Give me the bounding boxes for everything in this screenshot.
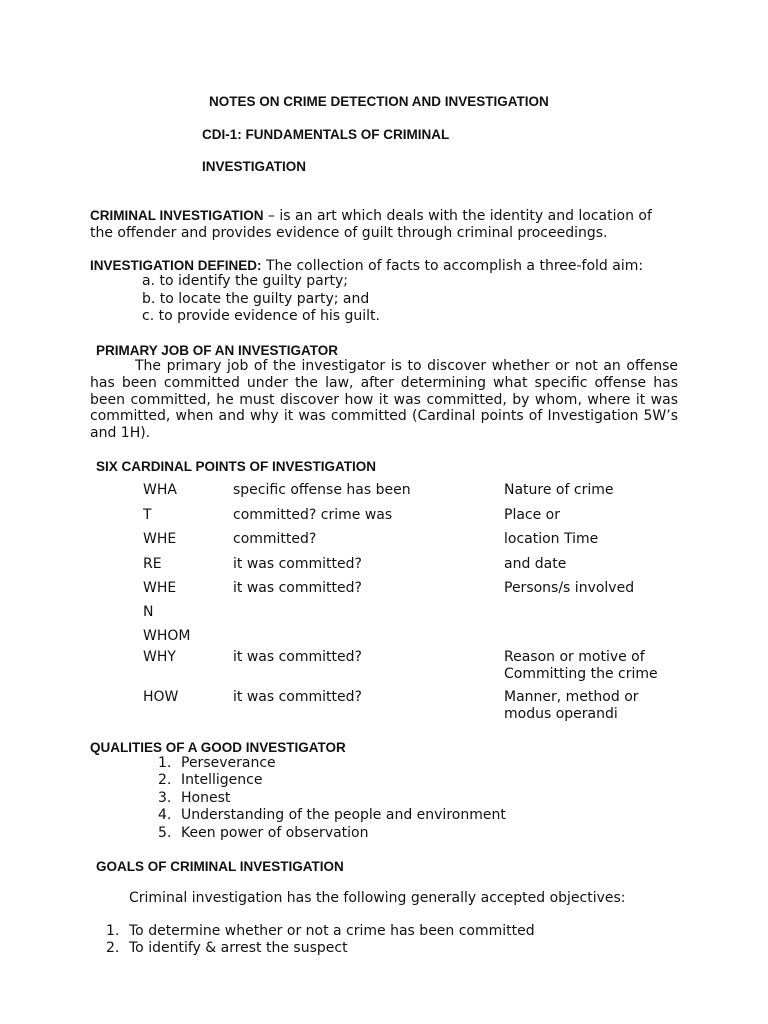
table-cell: modus operandi bbox=[504, 706, 618, 722]
table-cell: it was committed? bbox=[233, 649, 362, 665]
document-subtitle-line-1: CDI-1: FUNDAMENTALS OF CRIMINAL bbox=[202, 127, 450, 142]
qualities-heading: QUALITIES OF A GOOD INVESTIGATOR bbox=[90, 740, 346, 755]
table-cell: Reason or motive of bbox=[504, 649, 645, 665]
table-cell: and date bbox=[504, 556, 567, 572]
table-cell: Place or bbox=[504, 507, 560, 523]
list-item: 1. To determine whether or not a crime has been committed bbox=[106, 923, 535, 939]
primary-job-paragraph: The primary job of the investigator is to discover whether or not an offense has been committed under the law, after determining what specific offense has been committed, he must discover how it was committed, by whom, where it was committed, when and why it was committed (Cardinal points of Investigation 5W’s and 1H). bbox=[90, 358, 678, 442]
criminal-investigation-term: CRIMINAL INVESTIGATION bbox=[90, 208, 264, 223]
cardinal-points-heading: SIX CARDINAL POINTS OF INVESTIGATION bbox=[96, 459, 377, 474]
table-cell: it was committed? bbox=[233, 580, 362, 596]
list-item: 2. To identify & arrest the suspect bbox=[106, 940, 348, 956]
table-cell: WHA bbox=[143, 482, 177, 498]
table-cell: it was committed? bbox=[233, 556, 362, 572]
table-cell: T bbox=[143, 507, 152, 523]
list-item: 3. Honest bbox=[158, 789, 231, 806]
table-cell: N bbox=[143, 604, 154, 620]
qualities-list bbox=[158, 755, 506, 842]
goals-heading: GOALS OF CRIMINAL INVESTIGATION bbox=[96, 859, 344, 874]
document-title: NOTES ON CRIME DETECTION AND INVESTIGATION bbox=[209, 94, 549, 109]
goals-list bbox=[106, 923, 535, 957]
table-cell: Manner, method or bbox=[504, 689, 639, 705]
list-item: 2. Intelligence bbox=[158, 772, 263, 789]
investigation-defined-term: INVESTIGATION DEFINED: bbox=[90, 258, 262, 273]
table-cell: it was committed? bbox=[233, 689, 362, 705]
criminal-investigation-definition: – is an art which deals with the identity and location of the offender and provides evidence of guilt through criminal proceedings. bbox=[90, 208, 652, 241]
table-cell: WHY bbox=[143, 649, 176, 665]
table-cell: specific offense has been bbox=[233, 482, 411, 498]
list-item: 4. Understanding of the people and environment bbox=[158, 807, 506, 824]
table-cell: location Time bbox=[504, 531, 599, 547]
list-item: b. to locate the guilty party; and bbox=[142, 290, 370, 307]
document-subtitle-line-2: INVESTIGATION bbox=[202, 159, 307, 174]
list-item: 5. Keen power of observation bbox=[158, 824, 369, 841]
three-fold-aim-list bbox=[142, 273, 380, 326]
table-cell: WHOM bbox=[143, 628, 191, 644]
list-item: 1. Perseverance bbox=[158, 755, 276, 771]
table-cell: WHE bbox=[143, 580, 177, 596]
table-cell: WHE bbox=[143, 531, 177, 547]
table-cell: Committing the crime bbox=[504, 666, 658, 682]
investigation-defined-text: The collection of facts to accomplish a three-fold aim: bbox=[261, 258, 644, 274]
table-cell: Nature of crime bbox=[504, 482, 614, 498]
table-cell: committed? bbox=[233, 531, 317, 547]
table-cell: committed? crime was bbox=[233, 507, 393, 523]
table-cell: RE bbox=[143, 556, 162, 572]
goals-intro: Criminal investigation has the following generally accepted objectives: bbox=[129, 890, 626, 906]
list-item: c. to provide evidence of his guilt. bbox=[142, 308, 380, 324]
criminal-investigation-paragraph bbox=[90, 207, 678, 242]
primary-job-heading: PRIMARY JOB OF AN INVESTIGATOR bbox=[96, 343, 339, 358]
table-cell: Persons/s involved bbox=[504, 580, 635, 596]
list-item: a. to identify the guilty party; bbox=[142, 273, 348, 289]
table-cell: HOW bbox=[143, 689, 179, 705]
